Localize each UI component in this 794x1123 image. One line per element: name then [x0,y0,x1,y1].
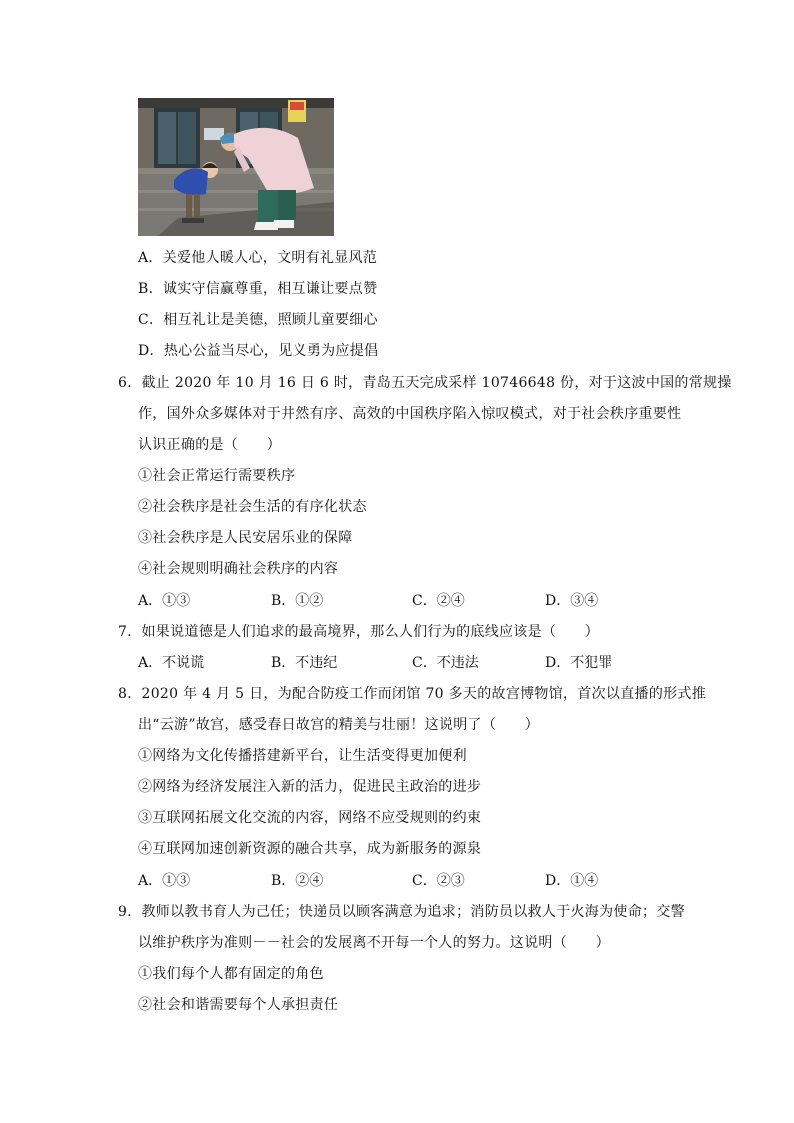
q8-option-c: C．②③ [412,873,465,889]
q6-option-a: A．①③ [138,593,191,609]
q6-option-b: B．①② [271,593,324,609]
q8-statement-3: ③互联网拓展文化交流的内容，网络不应受规则的约束 [138,810,482,826]
q7-option-c: C．不违法 [412,655,479,671]
q8-statement-4: ④互联网加速创新资源的融合共享，成为新服务的源泉 [138,841,482,857]
q5-option-b: B．诚实守信赢尊重，相互谦让要点赞 [138,281,378,297]
question-5-photo [138,98,334,236]
q8-option-d: D．①④ [545,873,599,889]
q7-option-d: D．不犯罪 [545,655,613,671]
q6-stem-line-1: 6．截止 2020 年 10 月 16 日 6 时，青岛五天完成采样 10746648 份，对于这波中国的常规操 [118,375,732,391]
q6-statement-2: ②社会秩序是社会生活的有序化状态 [138,499,367,515]
q5-option-a: A．关爱他人暖人心，文明有礼显风范 [138,250,378,266]
q9-statement-1: ①我们每个人都有固定的角色 [138,966,324,982]
q9-statement-2: ②社会和谐需要每个人承担责任 [138,997,339,1013]
photo-illustration [138,98,334,236]
q8-stem-line-2: 出“云游”故宫，感受春日故宫的精美与壮丽！这说明了（ ） [138,717,540,733]
q7-stem: 7．如果说道德是人们追求的最高境界，那么人们行为的底线应该是（ ） [118,624,600,640]
q6-option-d: D．③④ [545,593,599,609]
q8-option-b: B．②④ [271,873,324,889]
q6-statement-4: ④社会规则明确社会秩序的内容 [138,561,339,577]
q6-stem-line-3: 认识正确的是（ ） [138,437,281,453]
q6-statement-3: ③社会秩序是人民安居乐业的保障 [138,530,353,546]
q8-stem-line-1: 8．2020 年 4 月 5 日，为配合防疫工作而闭馆 70 多天的故宫博物馆，首次以直播的形式推 [118,686,707,702]
q6-stem-line-2: 作，国外众多媒体对于井然有序、高效的中国秩序陷入惊叹模式，对于社会秩序重要性 [138,406,682,422]
q6-option-c: C．②④ [412,593,465,609]
q7-option-b: B．不违纪 [271,655,338,671]
q9-stem-line-1: 9．教师以教书育人为己任；快递员以顾客满意为追求；消防员以救人于火海为使命；交警 [118,904,685,920]
q8-option-a: A．①③ [138,873,191,889]
q8-statement-2: ②网络为经济发展注入新的活力，促进民主政治的进步 [138,779,482,795]
q8-statement-1: ①网络为文化传播搭建新平台，让生活变得更加便利 [138,748,467,764]
q5-option-c: C．相互礼让是美德，照顾儿童要细心 [138,312,378,328]
q7-option-a: A．不说谎 [138,655,205,671]
q9-stem-line-2: 以维护秩序为准则－－社会的发展离不开每一个人的努力。这说明（ ） [138,935,610,951]
q6-statement-1: ①社会正常运行需要秩序 [138,468,296,484]
q5-option-d: D．热心公益当尽心，见义勇为应提倡 [138,343,379,359]
